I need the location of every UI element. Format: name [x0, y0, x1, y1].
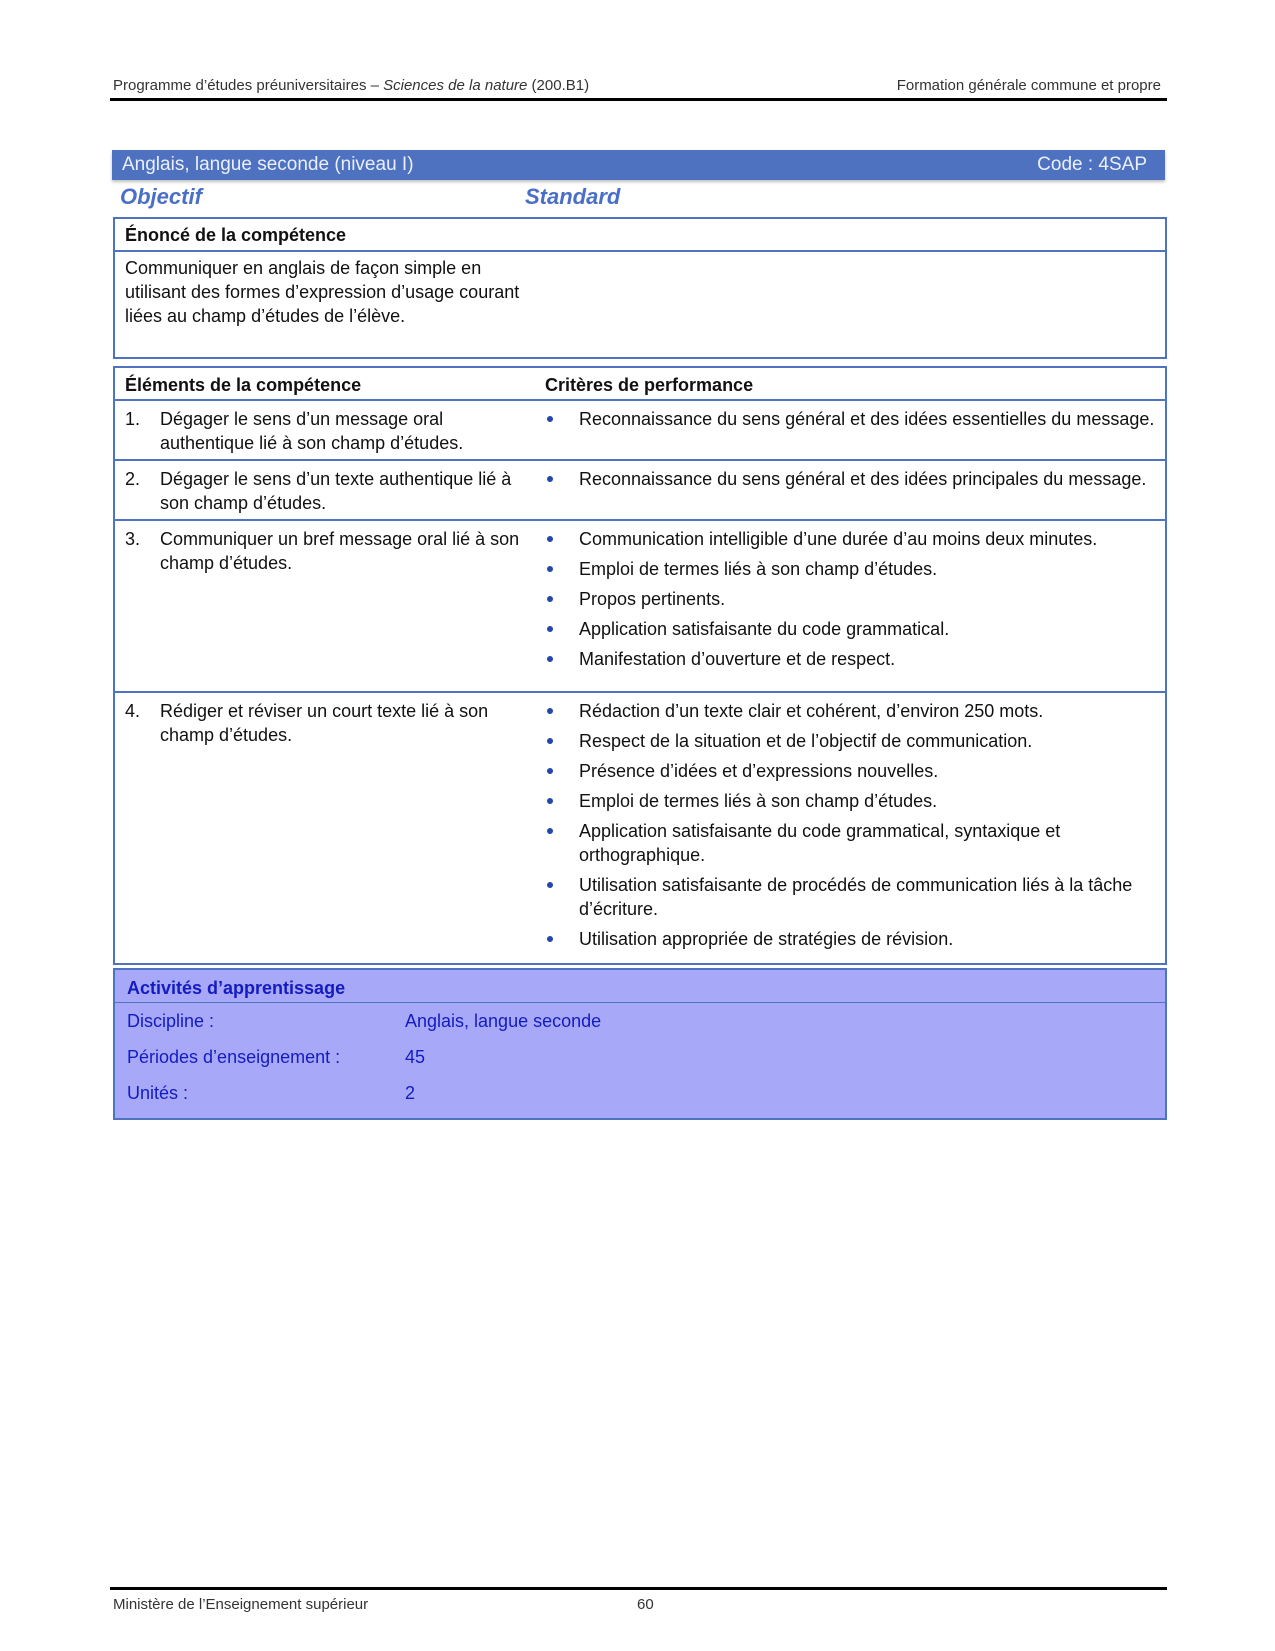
elements-table: [113, 366, 1167, 965]
criteria-list: [545, 699, 1155, 957]
discipline-value: Anglais, langue seconde: [405, 1011, 602, 1031]
discipline-line: [115, 1003, 1165, 1039]
course-title-bar: [112, 150, 1165, 180]
list-item: Présence d’idées et d’expressions nouvelles.: [545, 759, 1155, 783]
criteria-list: [545, 407, 1155, 437]
list-item: Propos pertinents.: [545, 587, 1155, 611]
periods-line: [115, 1039, 1165, 1075]
elements-column-header: Éléments de la compétence: [125, 375, 362, 395]
page-footer: [110, 1587, 1167, 1613]
list-item: Application satisfaisante du code grammatical, syntaxique et orthographique.: [545, 819, 1155, 867]
discipline-label: Discipline :: [127, 1011, 215, 1031]
course-code: Code : 4SAP: [1037, 154, 1147, 175]
competency-box: [113, 217, 1167, 359]
program-title: Programme d’études préuniversitaires – Sciences de la nature (200.B1): [113, 77, 590, 94]
list-item: Communication intelligible d’une durée d’au moins deux minutes.: [545, 527, 1155, 551]
list-item: Manifestation d’ouverture et de respect.: [545, 647, 1155, 671]
page-header: [110, 76, 1167, 101]
table-row: 4. Rédiger et réviser un court texte lié à son champ d’études. Rédaction d’un texte clair et cohérent, d’environ 250 mots. Respect de la situation et de l’objectif de communication. Présence d’idées et d’expressions nouvelles. Emploi de termes liés à son champ d’études. Application satisfaisante du code grammatical, syntaxique et orthographique. Utilisation satisfaisante de procédés de communication liés à la tâche d’écriture. Utilisation appropriée de stratégies de révision.: [115, 691, 1165, 993]
periods-value: 45: [405, 1047, 426, 1067]
ministry-name: Ministère de l’Enseignement supérieur: [113, 1596, 369, 1613]
activities-heading: Activités d’apprentissage: [115, 970, 1165, 1003]
list-item: Reconnaissance du sens général et des idées principales du message.: [545, 467, 1155, 491]
criteria-column-header: Critères de performance: [545, 375, 754, 395]
criteria-list: [545, 467, 1155, 497]
section-headings: [112, 182, 1165, 216]
list-item: Utilisation appropriée de stratégies de révision.: [545, 927, 1155, 951]
table-row: 2. Dégager le sens d’un texte authentique lié à son champ d’études. Reconnaissance du sens général et des idées principales du message.: [115, 459, 1165, 519]
list-item: Reconnaissance du sens général et des idées essentielles du message.: [545, 407, 1155, 431]
standard-heading: Standard: [525, 184, 621, 209]
course-title: Anglais, langue seconde (niveau I): [122, 154, 414, 175]
competency-heading: Énoncé de la compétence: [125, 225, 347, 245]
list-item: Rédaction d’un texte clair et cohérent, d’environ 250 mots.: [545, 699, 1155, 723]
table-row: 3. Communiquer un bref message oral lié à son champ d’études. Communication intelligible d’une durée d’au moins deux minutes. Emploi de termes liés à son champ d’études. Propos pertinents. Application satisfaisante du code grammatical. Manifestation d’ouverture et de respect.: [115, 519, 1165, 691]
page-number: 60: [637, 1596, 654, 1613]
list-item: Respect de la situation et de l’objectif de communication.: [545, 729, 1155, 753]
list-item: Utilisation satisfaisante de procédés de communication liés à la tâche d’écriture.: [545, 873, 1155, 921]
units-value: 2: [405, 1083, 416, 1103]
units-line: [115, 1075, 1165, 1111]
periods-label: Périodes d’enseignement :: [127, 1047, 341, 1067]
list-item: Emploi de termes liés à son champ d’études.: [545, 557, 1155, 581]
units-label: Unités :: [127, 1083, 189, 1103]
learning-activities-box: [113, 968, 1167, 1120]
list-item: Application satisfaisante du code grammatical.: [545, 617, 1155, 641]
competency-statement: Communiquer en anglais de façon simple en utilisant des formes d’expression d’usage courant liées au champ d’études de l’élève.: [125, 258, 520, 326]
elements-table-header: [115, 368, 1165, 399]
training-type: Formation générale commune et propre: [896, 77, 1161, 94]
table-row: 1. Dégager le sens d’un message oral authentique lié à son champ d’études. Reconnaissance du sens général et des idées essentielles du message.: [115, 399, 1165, 459]
objective-heading: Objectif: [120, 184, 202, 209]
list-item: Emploi de termes liés à son champ d’études.: [545, 789, 1155, 813]
criteria-list: [545, 527, 1155, 677]
